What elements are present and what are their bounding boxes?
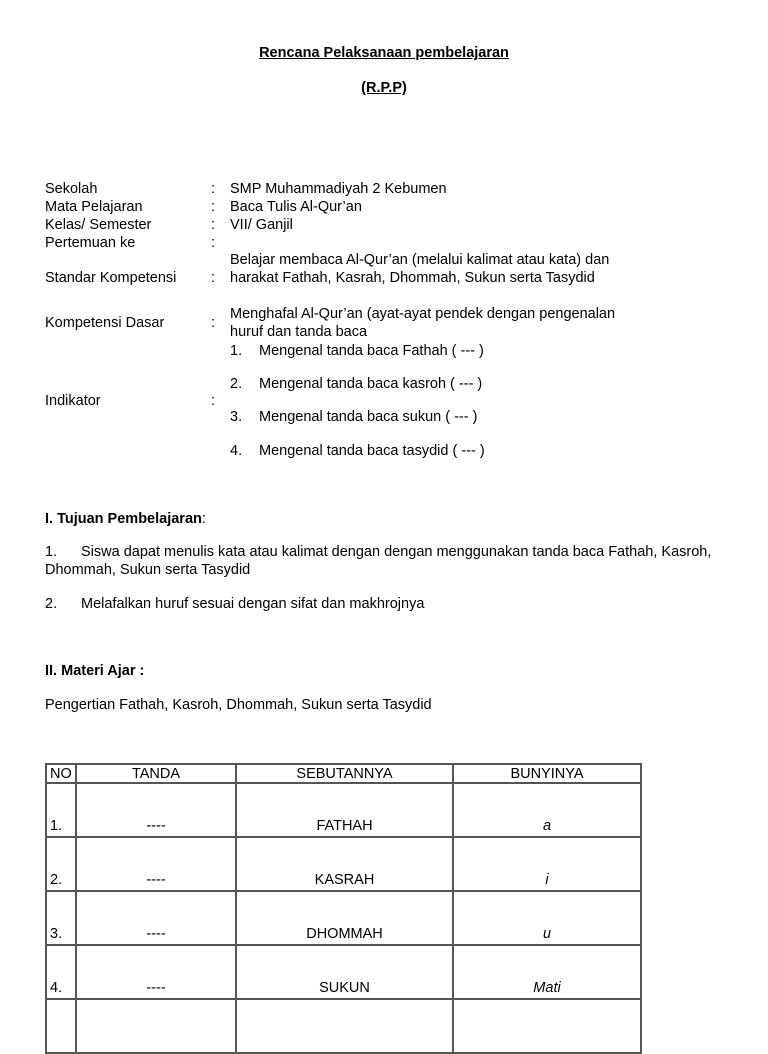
identity-colon: : [211,217,216,233]
table-cell-no: 4. [46,945,76,999]
identity-colon: : [211,235,216,251]
tujuan-item-text: Melafalkan huruf sesuai dengan sifat dan makhrojnya [81,596,425,612]
table-header-tanda: TANDA [76,764,236,783]
table-cell-sebutan: FATHAH [236,783,453,837]
tujuan-heading [45,510,735,528]
indikator-label: Indikator [45,393,101,409]
table-cell-bunyi [453,999,641,1053]
table-cell-sebutan: KASRAH [236,837,453,891]
indikator-item-text: Mengenal tanda baca Fathah ( --- ) [259,343,484,359]
materi-intro: Pengertian Fathah, Kasroh, Dhommah, Sukun serta Tasydid [45,697,432,713]
indikator-item [230,408,477,426]
table-row [46,783,641,837]
table-cell-sebutan: SUKUN [236,945,453,999]
table-cell-no: 3. [46,891,76,945]
table-cell-tanda [76,999,236,1053]
identity-value: Belajar membaca Al-Qur’an (melalui kalimat atau kata) dan harakat Fathah, Kasrah, Dhommah, Sukun serta Tasydid [230,252,610,286]
tujuan-item [45,595,735,613]
table-header-sebutannya: SEBUTANNYA [236,764,453,783]
tujuan-item [45,543,735,579]
indikator-block [45,342,745,462]
table-row [46,837,641,891]
indikator-item-number: 1. [230,343,243,359]
identity-label: Mata Pelajaran [45,199,143,215]
table-header-row [46,764,641,783]
table-cell-tanda: ---- [76,945,236,999]
table-cell-no [46,999,76,1053]
indikator-item [230,342,484,360]
indikator-item [230,442,485,460]
identity-colon: : [211,270,216,286]
indikator-item [230,375,482,393]
table-cell-bunyi: Mati [453,945,641,999]
identity-label: Pertemuan ke [45,235,136,251]
table-cell-tanda: ---- [76,891,236,945]
indikator-item-text: Mengenal tanda baca tasydid ( --- ) [259,443,485,459]
document-subtitle: (R.P.P) [361,80,407,96]
table-cell-tanda: ---- [76,783,236,837]
table-row [46,891,641,945]
table-header-no: NO [46,764,76,783]
tujuan-item-number: 2. [45,596,58,612]
indikator-item-text: Mengenal tanda baca kasroh ( --- ) [259,376,483,392]
identity-value: SMP Muhammadiyah 2 Kebumen [230,181,447,197]
identity-label: Standar Kompetensi [45,270,177,286]
table-cell-bunyi: a [453,783,641,837]
tujuan-heading-text: I. Tujuan Pembelajaran [45,511,202,527]
indikator-item-number: 4. [230,443,243,459]
indikator-item-text: Mengenal tanda baca sukun ( --- ) [259,409,478,425]
document-title: Rencana Pelaksanaan pembelajaran [259,45,509,61]
identity-colon: : [211,181,216,197]
identity-colon: : [211,315,216,331]
tujuan-item-text: Siswa dapat menulis kata atau kalimat dengan dengan menggunakan tanda baca Fathah, Kasroh, Dhommah, Sukun serta Tasydid [45,544,712,578]
indikator-item-number: 3. [230,409,243,425]
table-cell-bunyi: i [453,837,641,891]
indikator-item-number: 2. [230,376,243,392]
table-header-bunyinya: BUNYINYA [453,764,641,783]
materi-heading: II. Materi Ajar : [45,663,145,679]
table-row [46,945,641,999]
harakat-table [45,763,642,1054]
identity-label: Sekolah [45,181,98,197]
identity-label: Kelas/ Semester [45,217,152,233]
table-row [46,999,641,1053]
identity-label: Kompetensi Dasar [45,315,165,331]
identity-colon: : [211,199,216,215]
indikator-colon: : [211,393,216,409]
identity-value: Menghafal Al-Qur’an (ayat-ayat pendek dengan pengenalan huruf dan tanda baca [230,306,616,340]
tujuan-item-number: 1. [45,544,58,560]
table-cell-no: 2. [46,837,76,891]
table-cell-sebutan [236,999,453,1053]
table-cell-bunyi: u [453,891,641,945]
tujuan-heading-colon: : [201,511,206,527]
identity-value: Baca Tulis Al-Qur’an [230,199,362,215]
identity-row-kompetensi-dasar [45,305,745,341]
table-cell-no: 1. [46,783,76,837]
table-cell-tanda: ---- [76,837,236,891]
identity-row-standar-kompetensi [45,251,745,305]
table-cell-sebutan: DHOMMAH [236,891,453,945]
identity-value: VII/ Ganjil [230,217,293,233]
